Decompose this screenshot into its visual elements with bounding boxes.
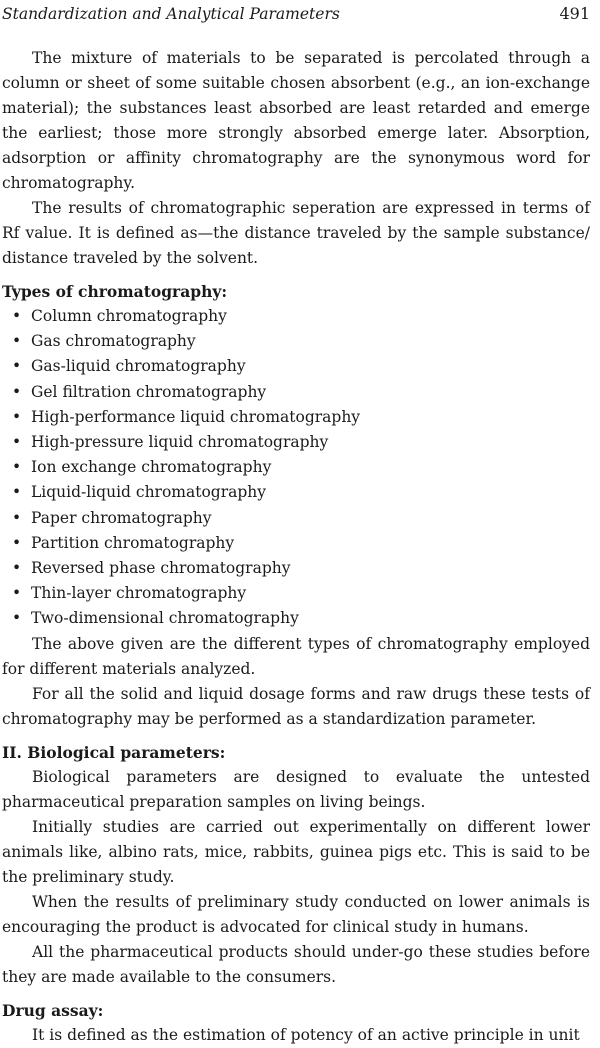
paragraph-bio-definition: Biological parameters are designed to evaluate the untested pharmaceutical preparation samples on living beings. [2,767,590,811]
list-item: • Gel filtration chromatography [12,382,267,401]
list-item: • Reversed phase chromatography [12,559,291,578]
paragraph-dosage-forms: For all the solid and liquid dosage forms and raw drugs these tests of chromatography may be performed as a standardization parameter. [2,684,590,728]
list-item: • Gas chromatography [12,332,196,351]
list-item: • High-performance liquid chromatography [12,407,361,426]
paragraph-rf-value: The results of chromatographic seperation are expressed in terms of Rf value. It is defined as—the distance traveled by the sample substance/ distance traveled by the solvent. [2,199,590,267]
heading-types: Types of chromatography: [2,282,228,301]
paragraph-types-summary: The above given are the different types of chromatography employed for different materials analyzed. [2,634,590,678]
list-item: • Thin-layer chromatography [12,584,247,603]
heading-drug-assay: Drug assay: [2,1000,104,1020]
list-item: • Gas-liquid chromatography [12,357,246,376]
list-item: • Two-dimensional chromatography [12,609,299,628]
paragraph-mixture: The mixture of materials to be separated is percolated through a column or sheet of some suitable chosen absorbent (e.g., an ion-exchange material); the substances least absorbed are least retarded and emerge the earliest; those more strongly absorbed emerge later. Absorption, adsorption or affinity chromatography are the synonymous word for chromatography. [2,49,590,192]
list-item: • Column chromatography [12,307,227,325]
heading-biological: II. Biological parameters: [2,742,226,762]
paragraph-consumers: All the pharmaceutical products should under-go these studies before they are made available to the consumers. [2,942,590,986]
list-item: • Partition chromatography [12,533,235,552]
page-header [2,4,590,28]
running-title: Standardization and Analytical Parameters [2,5,340,23]
list-item: • Ion exchange chromatography [12,458,272,477]
paragraph-preliminary-study: Initially studies are carried out experimentally on different lower animals like, albino rats, mice, rabbits, guinea pigs etc. This is said to be the preliminary study. [2,817,590,886]
list-item: • Liquid-liquid chromatography [12,483,267,502]
list-item: • High-pressure liquid chromatography [12,433,329,452]
page-number: 491 [559,4,590,23]
types-list [2,304,590,632]
paragraph-assay-definition: It is defined as the estimation of potency of an active principle in unit [32,1025,580,1044]
paragraph-clinical-study: When the results of preliminary study conducted on lower animals is encouraging the product is advocated for clinical study in humans. [2,892,590,936]
list-item: • Paper chromatography [12,508,212,527]
